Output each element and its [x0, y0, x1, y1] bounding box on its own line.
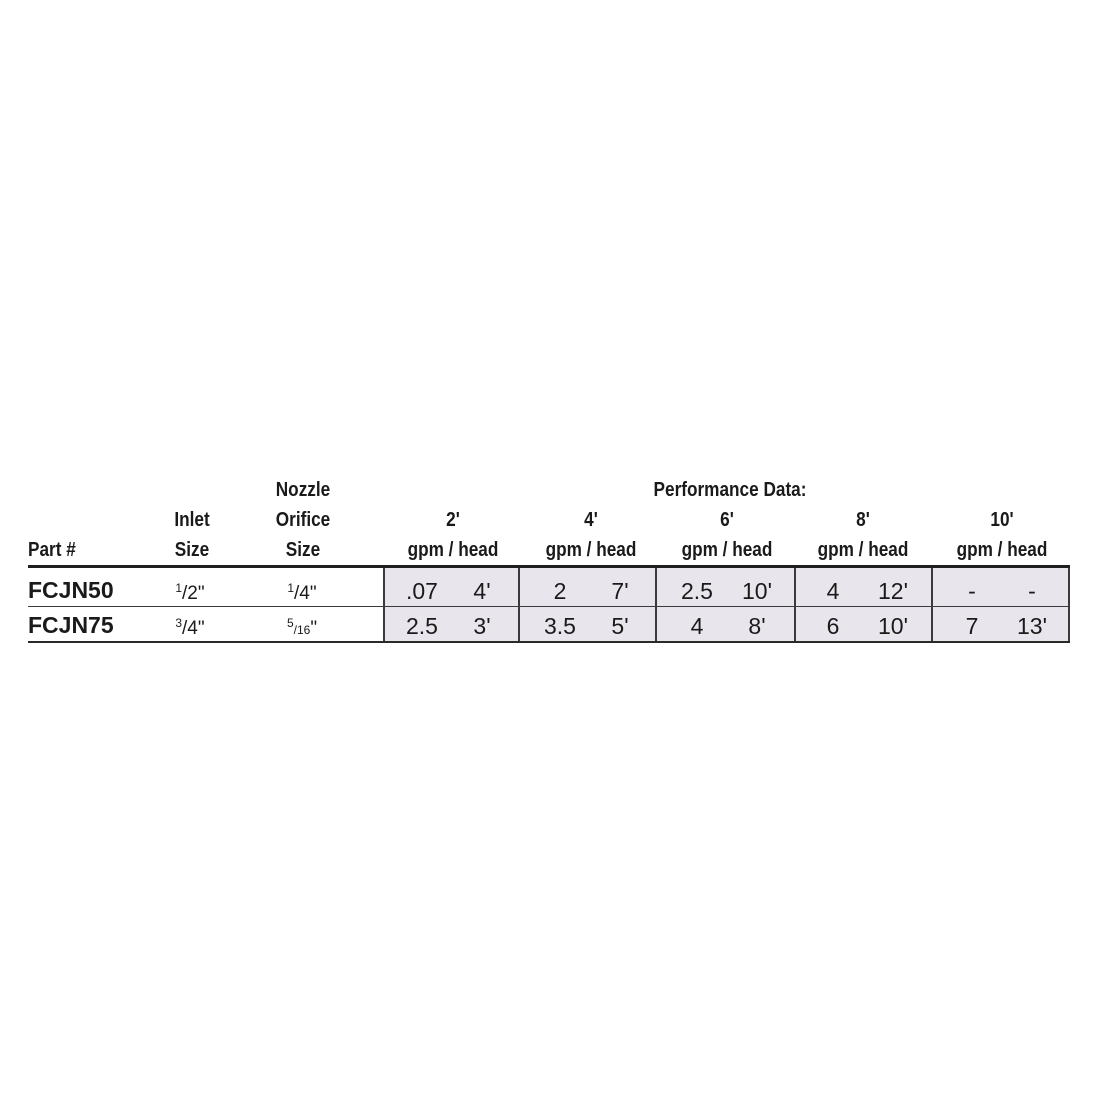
header-nozzle-line1: Nozzle	[275, 479, 331, 501]
gpm-value: 6	[826, 613, 840, 639]
column-divider	[383, 568, 385, 641]
column-divider	[794, 568, 796, 641]
header-col-8ft: 8'	[856, 509, 870, 531]
header-col-2ft-sub: gpm / head	[407, 539, 499, 561]
gpm-value: -	[968, 578, 976, 604]
header-col-6ft-sub: gpm / head	[681, 539, 773, 561]
column-divider	[931, 568, 933, 641]
header-nozzle-line3: Size	[285, 539, 321, 561]
inlet-size: $^1$/2"	[175, 581, 205, 604]
header-performance-data: Performance Data:	[653, 479, 807, 501]
gpm-value: 2	[553, 578, 567, 604]
head-value: 8'	[748, 613, 766, 639]
nozzle-orifice-size: $^1$/4"	[287, 581, 317, 604]
head-value: 13'	[1017, 613, 1047, 639]
head-value: -	[1028, 578, 1036, 604]
inlet-size: $^3$/4"	[175, 616, 205, 639]
nozzle-orifice-size: $^5$/16"	[286, 616, 318, 639]
header-col-10ft: 10'	[990, 509, 1014, 531]
header-col-10ft-sub: gpm / head	[956, 539, 1048, 561]
header-inlet-line1: Inlet	[174, 509, 210, 531]
header-part: Part #	[28, 539, 76, 561]
header-col-8ft-sub: gpm / head	[817, 539, 909, 561]
gpm-value: 7	[965, 613, 979, 639]
gpm-value: 3.5	[544, 613, 576, 639]
gpm-value: 4	[690, 613, 704, 639]
header-inlet-line2: Size	[174, 539, 210, 561]
gpm-value: 2.5	[681, 578, 713, 604]
column-divider	[655, 568, 657, 641]
head-value: 12'	[878, 578, 908, 604]
header-col-6ft: 6'	[720, 509, 734, 531]
gpm-value: 4	[826, 578, 840, 604]
gpm-value: 2.5	[406, 613, 438, 639]
header-col-4ft-sub: gpm / head	[545, 539, 637, 561]
head-value: 7'	[611, 578, 629, 604]
header-col-2ft: 2'	[446, 509, 460, 531]
header-rule	[28, 565, 1070, 568]
header-nozzle-line2: Orifice	[275, 509, 331, 531]
header-col-4ft: 4'	[584, 509, 598, 531]
head-value: 10'	[742, 578, 772, 604]
head-value: 4'	[473, 578, 491, 604]
column-divider	[518, 568, 520, 641]
part-number: FCJN50	[28, 577, 114, 603]
part-number: FCJN75	[28, 612, 114, 638]
column-divider	[1068, 568, 1070, 641]
head-value: 3'	[473, 613, 491, 639]
head-value: 10'	[878, 613, 908, 639]
head-value: 5'	[611, 613, 629, 639]
gpm-value: .07	[406, 578, 438, 604]
